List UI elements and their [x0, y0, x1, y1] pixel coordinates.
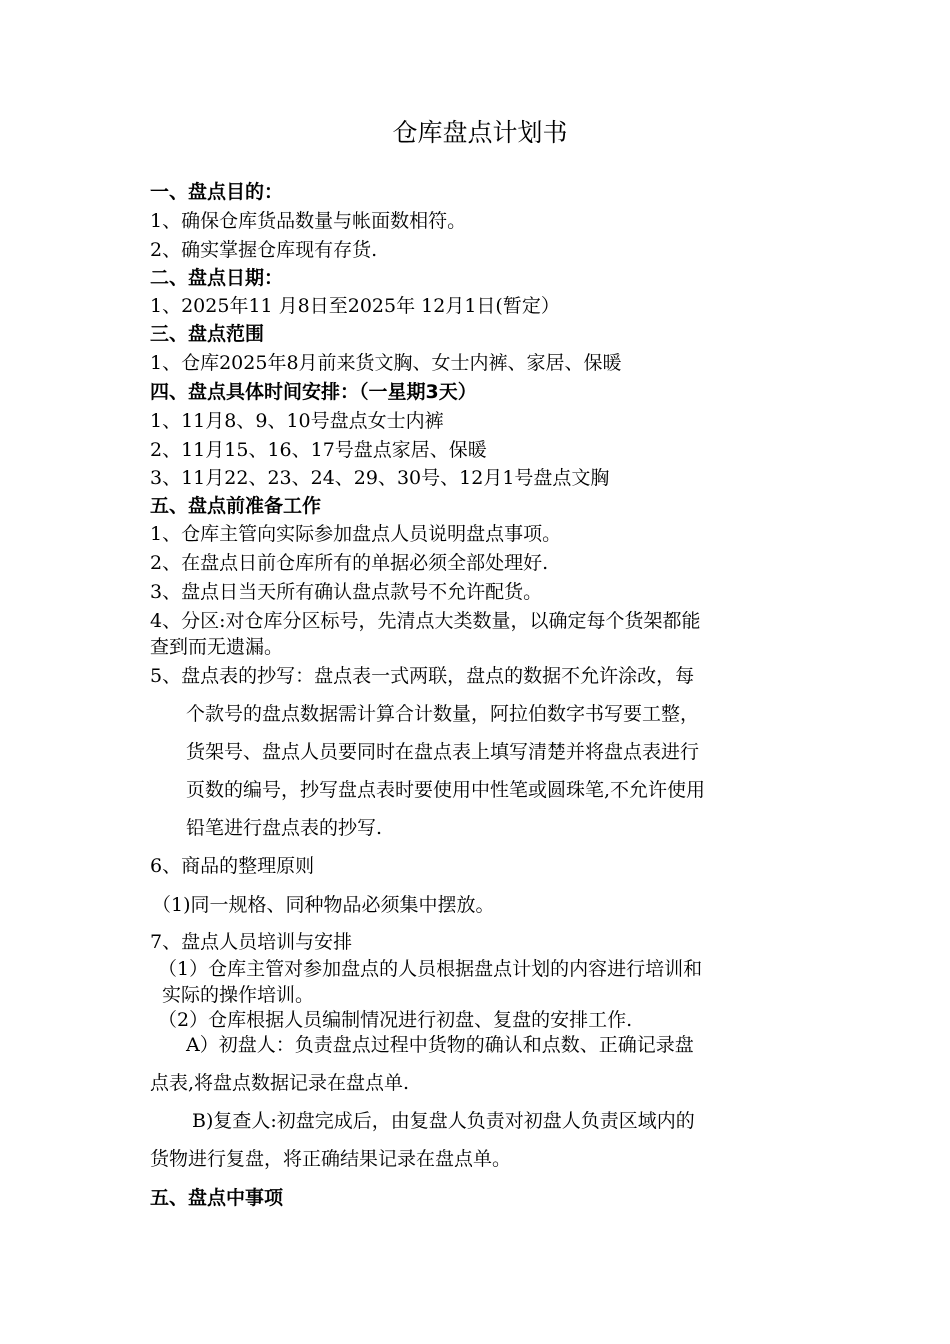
schedule-item-2: 2、11月15、16、17号盘点家居、保暖: [150, 439, 487, 461]
document-title: 仓库盘点计划书: [392, 118, 568, 147]
preparation-item-6-sub-1: （1)同一规格、同种物品必须集中摆放。: [152, 894, 495, 916]
section-heading-preparation: 五、盘点前准备工作: [150, 495, 322, 517]
schedule-item-3: 3、11月22、23、24、29、30号、12月1号盘点文胸: [150, 467, 610, 489]
scope-item-1: 1、仓库2025年8月前来货文胸、女士内裤、家居、保暖: [150, 352, 622, 374]
preparation-item-5-line5: 铅笔进行盘点表的抄写.: [186, 817, 383, 839]
preparation-item-4-line1: 4、分区:对仓库分区标号，先清点大类数量，以确定每个货架都能: [150, 610, 701, 632]
preparation-item-7-role-a-line1: A）初盘人：负责盘点过程中货物的确认和点数、正确记录盘: [186, 1034, 694, 1056]
preparation-item-1: 1、仓库主管向实际参加盘点人员说明盘点事项。: [150, 523, 562, 545]
preparation-item-3: 3、盘点日当天所有确认盘点款号不允许配货。: [150, 581, 543, 603]
preparation-item-7-sub-2: （2）仓库根据人员编制情况进行初盘、复盘的安排工作.: [158, 1009, 633, 1031]
preparation-item-2: 2、在盘点日前仓库所有的单据必须全部处理好.: [150, 552, 549, 574]
preparation-item-5-line2: 个款号的盘点数据需计算合计数量，阿拉伯数字书写要工整，: [186, 703, 700, 725]
purpose-item-1: 1、确保仓库货品数量与帐面数相符。: [150, 210, 467, 232]
preparation-item-7-role-b-line2: 货物进行复盘，将正确结果记录在盘点单。: [150, 1148, 512, 1170]
preparation-item-7-role-b-line1: B)复查人:初盘完成后，由复盘人负责对初盘人负责区域内的: [192, 1110, 695, 1132]
preparation-item-5-line3: 货架号、盘点人员要同时在盘点表上填写清楚并将盘点表进行: [186, 741, 700, 763]
preparation-item-7-sub-1-line1: （1）仓库主管对参加盘点的人员根据盘点计划的内容进行培训和: [158, 958, 703, 980]
preparation-item-7-sub-1-line2: 实际的操作培训。: [162, 984, 315, 1006]
preparation-item-7-role-a-line2: 点表,将盘点数据记录在盘点单.: [150, 1072, 410, 1094]
schedule-item-1: 1、11月8、9、10号盘点女士内裤: [150, 410, 444, 432]
section-heading-date: 二、盘点日期：: [150, 267, 284, 289]
preparation-item-5-line4: 页数的编号，抄写盘点表时要使用中性笔或圆珠笔,不允许使用: [186, 779, 706, 801]
section-heading-schedule: 四、盘点具体时间安排：（一星期3天）: [150, 381, 477, 403]
preparation-item-4-line2: 查到而无遗漏。: [150, 636, 284, 658]
date-item-1: 1、2025年11 月8日至2025年 12月1日(暂定）: [150, 295, 560, 317]
section-heading-purpose: 一、盘点目的：: [150, 181, 284, 203]
purpose-item-2: 2、确实掌握仓库现有存货.: [150, 239, 378, 261]
preparation-item-6: 6、商品的整理原则: [150, 855, 315, 877]
preparation-item-7: 7、盘点人员培训与安排: [150, 931, 353, 953]
section-heading-during: 五、盘点中事项: [150, 1187, 284, 1209]
section-heading-scope: 三、盘点范围: [150, 323, 265, 345]
preparation-item-5-line1: 5、盘点表的抄写：盘点表一式两联，盘点的数据不允许涂改，每: [150, 665, 695, 687]
